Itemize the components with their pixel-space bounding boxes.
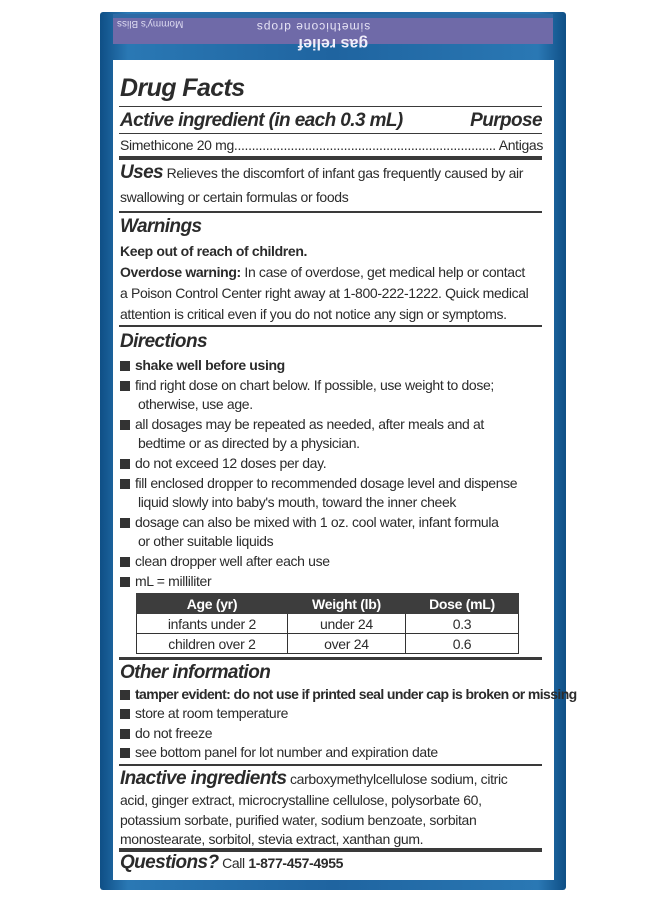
active-ingredient-header: Active ingredient (in each 0.3 mL) xyxy=(120,110,403,131)
bullet-square-icon xyxy=(120,361,130,371)
inactive-text: carboxymethylcellulose sodium, citric xyxy=(290,771,508,787)
other-info-item xyxy=(120,725,212,741)
other-info-heading: Other information xyxy=(120,662,271,683)
direction-item xyxy=(120,494,456,510)
bullet-square-icon xyxy=(120,479,130,489)
inactive-line xyxy=(120,768,507,790)
table-cell: children over 2 xyxy=(137,634,288,654)
direction-text: liquid slowly into baby's mouth, toward the inner cheek xyxy=(138,494,457,511)
direction-text: shake well before using xyxy=(135,357,285,373)
lid-title: gas relief xyxy=(297,35,369,52)
other-info-text: do not freeze xyxy=(135,724,213,741)
direction-item xyxy=(120,533,273,549)
table-cell: 0.6 xyxy=(405,634,518,654)
divider xyxy=(119,325,542,327)
bullet-square-icon xyxy=(120,381,130,391)
direction-item xyxy=(120,357,285,373)
direction-text: mL = milliliter xyxy=(135,572,212,589)
other-info-item xyxy=(120,705,288,721)
overdose-text: a Poison Control Center right away at 1-800-222-1222. Quick medical xyxy=(120,285,529,301)
bullet-square-icon xyxy=(120,748,130,758)
call-label: Call xyxy=(222,855,245,871)
table-cell: 0.3 xyxy=(405,614,518,634)
direction-text: or other suitable liquids xyxy=(138,533,274,550)
direction-item xyxy=(120,435,360,451)
phone-number[interactable]: 1-877-457-4955 xyxy=(248,855,344,871)
lid-subtitle: simethicone drops xyxy=(255,20,371,34)
direction-text: clean dropper well after each use xyxy=(135,553,330,569)
direction-text: dosage can also be mixed with 1 oz. cool water, infant formula xyxy=(135,513,499,530)
uses-heading: Uses xyxy=(120,162,164,183)
table-header: Age (yr) xyxy=(137,594,288,614)
other-info-text: tamper evident: do not use if printed seal under cap is broken or missing xyxy=(135,686,577,702)
other-info-text: store at room temperature xyxy=(135,705,289,722)
direction-text: do not exceed 12 doses per day. xyxy=(135,455,327,471)
direction-item xyxy=(120,573,211,589)
direction-item xyxy=(120,416,484,432)
uses-text: swallowing or certain formulas or foods xyxy=(120,189,349,205)
inactive-text: acid, ginger extract, microcrystalline cellulose, polysorbate 60, xyxy=(120,792,482,808)
purpose-header: Purpose xyxy=(470,110,542,131)
overdose-text: In case of overdose, get medical help or contact xyxy=(244,264,525,280)
direction-text: fill enclosed dropper to recommended dosage level and dispense xyxy=(135,474,518,491)
leader-dots: .......................................................................... xyxy=(233,137,496,153)
divider xyxy=(119,133,542,134)
keep-out-warning: Keep out of reach of children. xyxy=(120,243,308,259)
bullet-square-icon xyxy=(120,709,130,719)
bullet-square-icon xyxy=(120,420,130,430)
drug-facts-panel xyxy=(113,60,577,880)
table-row xyxy=(137,634,519,654)
ingredient-row xyxy=(120,137,543,153)
inactive-text: potassium sorbate, purified water, sodium benzoate, sorbitan xyxy=(120,812,477,828)
bullet-square-icon xyxy=(120,557,130,567)
ingredient-purpose: Antigas xyxy=(498,137,543,153)
inactive-text: monostearate, sorbitol, stevia extract, xanthan gum. xyxy=(120,831,424,847)
direction-item xyxy=(120,455,326,471)
questions-heading: Questions? xyxy=(120,852,219,873)
overdose-text: attention is critical even if you do not notice any sign or symptoms. xyxy=(120,306,507,322)
bullet-square-icon xyxy=(120,459,130,469)
table-cell: over 24 xyxy=(287,634,405,654)
direction-item xyxy=(120,514,499,530)
direction-item xyxy=(120,396,253,412)
uses-line xyxy=(120,162,523,184)
ingredient-name: Simethicone 20 mg xyxy=(120,137,234,153)
other-info-item xyxy=(120,744,438,760)
table-cell: under 24 xyxy=(287,614,405,634)
direction-item xyxy=(120,553,330,569)
overdose-label: Overdose warning: xyxy=(120,264,241,280)
direction-item xyxy=(120,475,517,491)
bullet-square-icon xyxy=(120,518,130,528)
inactive-heading: Inactive ingredients xyxy=(120,768,287,789)
divider xyxy=(119,764,542,766)
divider xyxy=(119,156,542,160)
uses-text: Relieves the discomfort of infant gas frequently caused by air xyxy=(166,165,524,181)
bullet-square-icon xyxy=(120,729,130,739)
direction-text: bedtime or as directed by a physician. xyxy=(138,435,360,452)
table-row xyxy=(137,614,519,634)
direction-text: find right dose on chart below. If possible, use weight to dose; xyxy=(135,376,494,393)
table-header: Dose (mL) xyxy=(405,594,518,614)
warnings-heading: Warnings xyxy=(120,216,202,237)
overdose-line xyxy=(120,264,525,280)
other-info-item xyxy=(120,686,577,702)
direction-text: all dosages may be repeated as needed, after meals and at xyxy=(135,415,484,432)
divider xyxy=(119,211,542,213)
lid-brand: Mommy's Bliss xyxy=(117,18,184,29)
dosage-table xyxy=(136,593,519,654)
direction-text: otherwise, use age. xyxy=(138,396,253,413)
table-header: Weight (lb) xyxy=(287,594,405,614)
box-lid xyxy=(113,14,553,52)
questions-line xyxy=(120,852,343,874)
bullet-square-icon xyxy=(120,690,130,700)
divider xyxy=(119,106,542,107)
divider xyxy=(119,657,542,660)
other-info-text: see bottom panel for lot number and expiration date xyxy=(135,743,438,760)
table-cell: infants under 2 xyxy=(137,614,288,634)
directions-heading: Directions xyxy=(120,331,207,352)
bullet-square-icon xyxy=(120,577,130,587)
direction-item xyxy=(120,377,494,393)
drug-facts-title: Drug Facts xyxy=(120,74,245,102)
